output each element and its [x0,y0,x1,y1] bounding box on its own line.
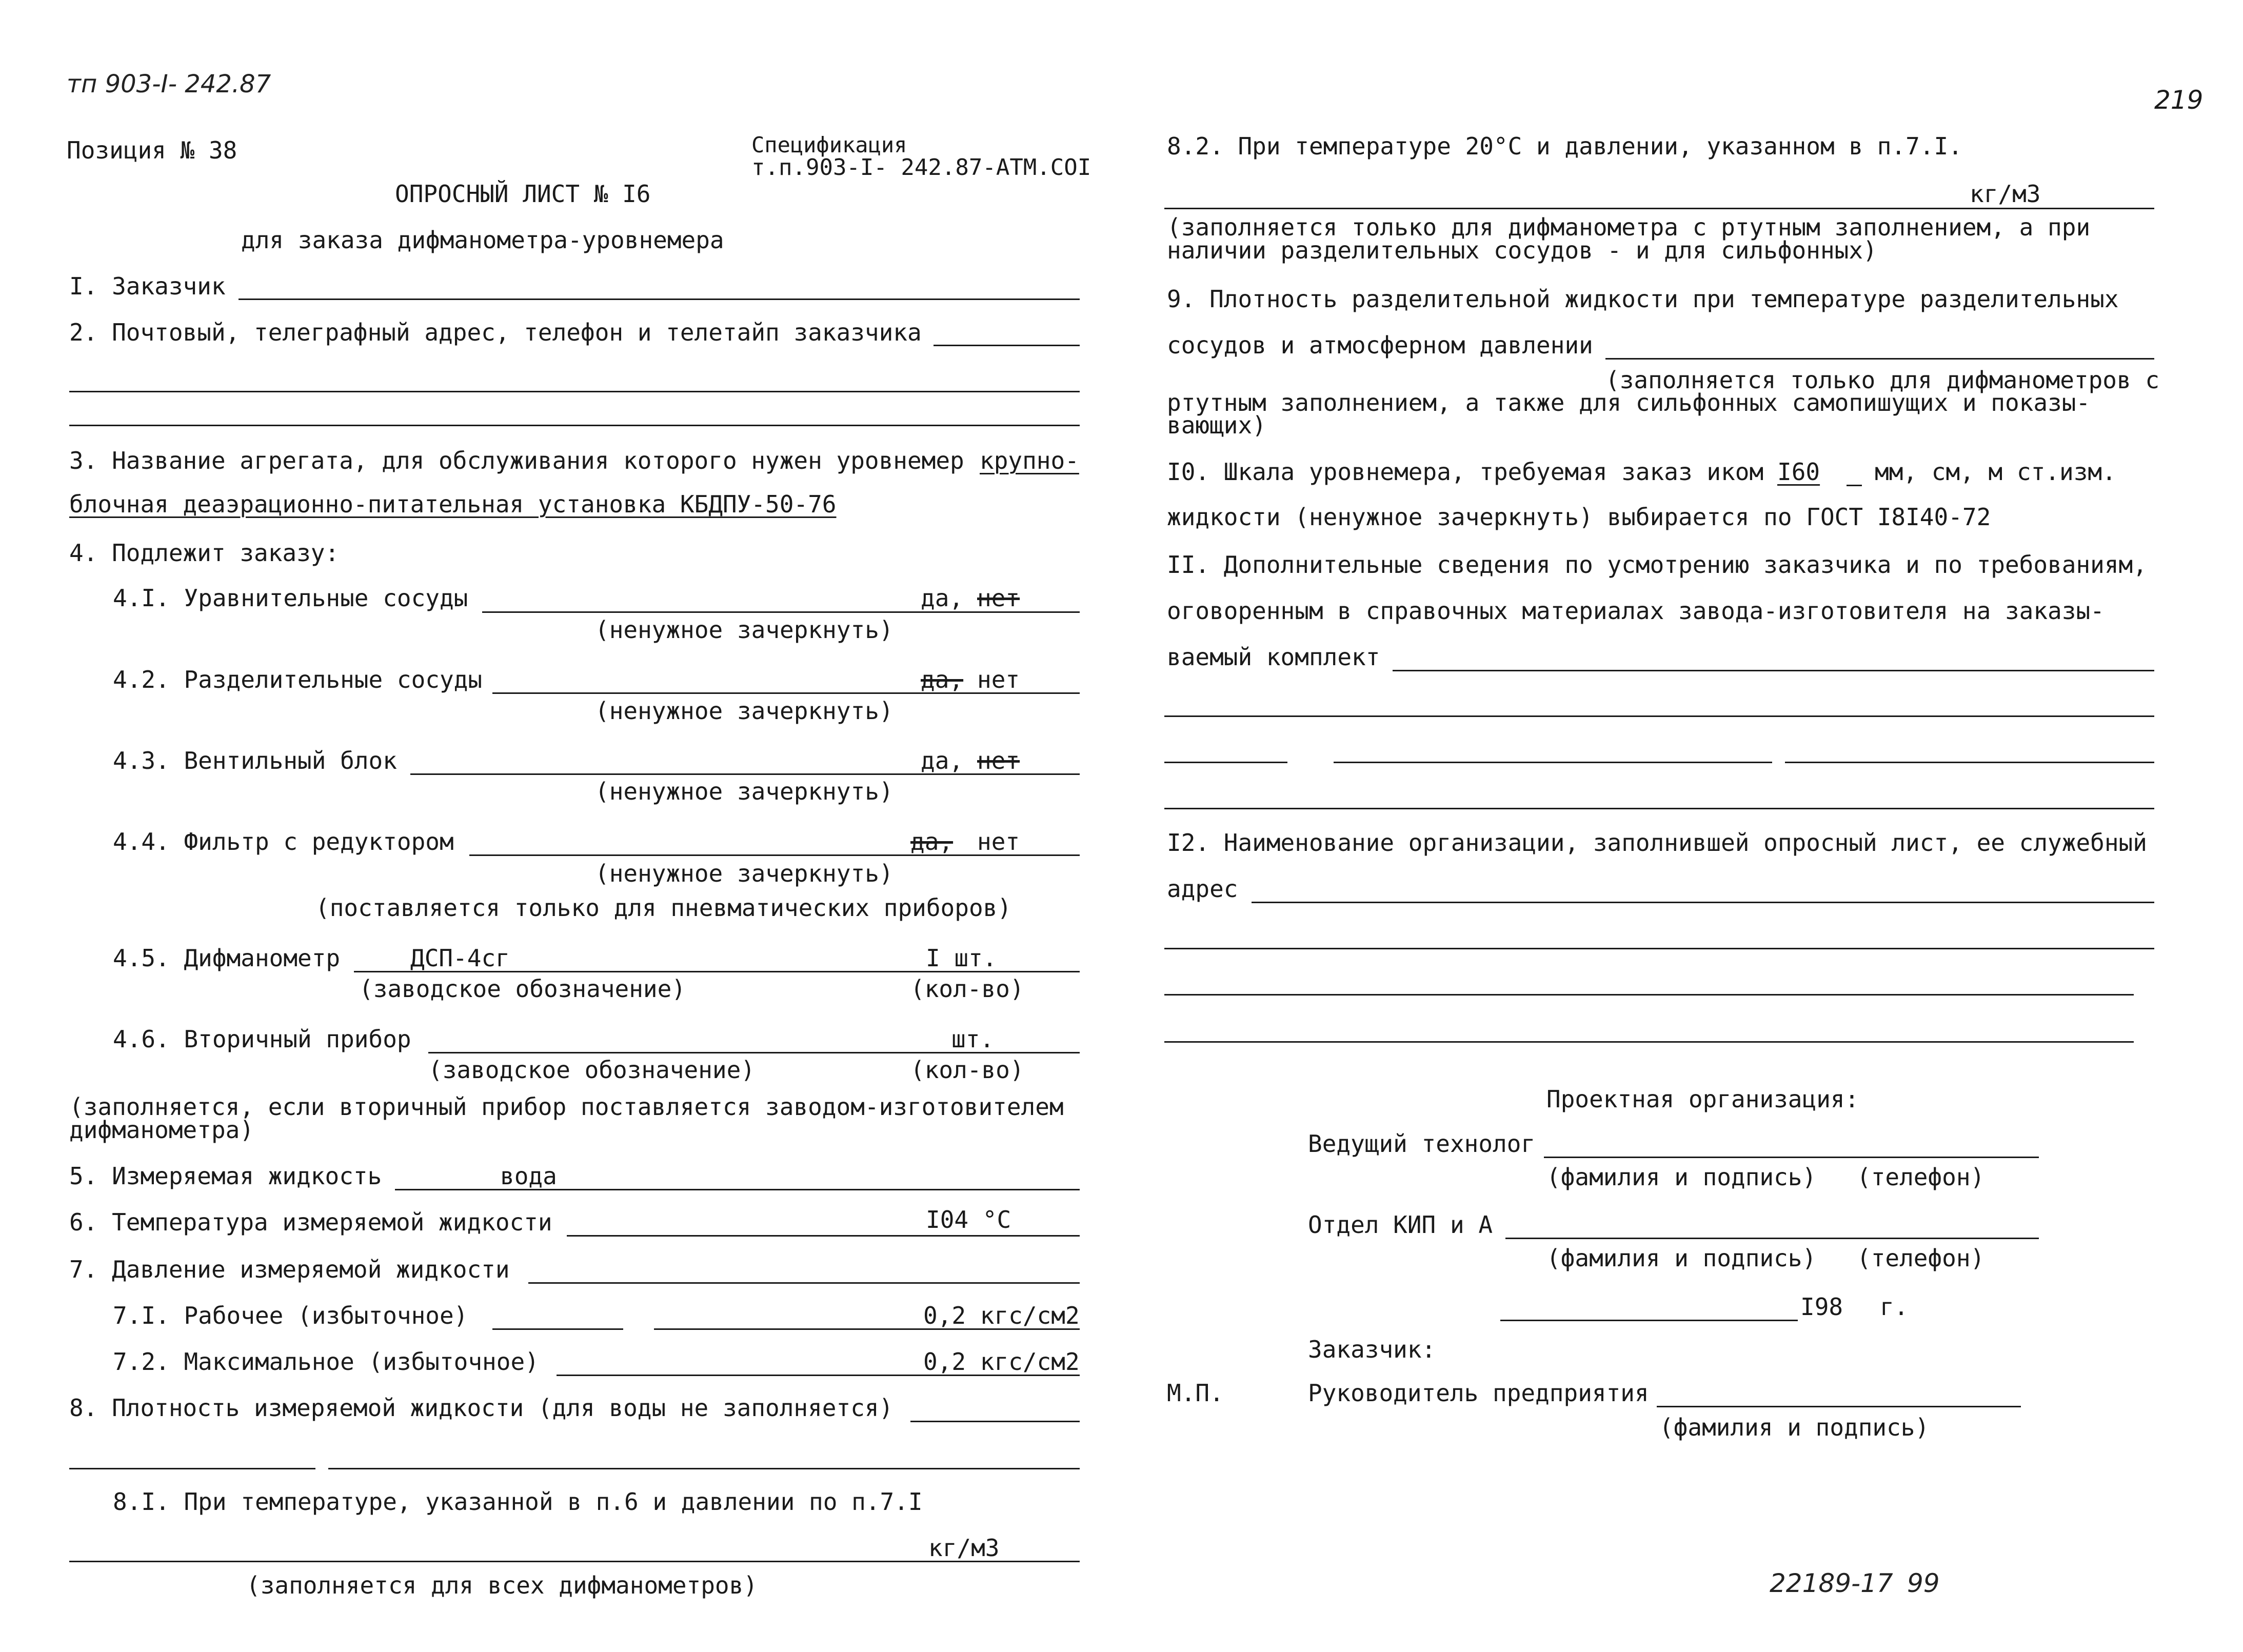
q44-yes-struck: да, [910,828,954,855]
pneumatic-note: (поставляется только для пневматических приборов) [315,894,1012,922]
q8-line-1[interactable] [910,1421,1080,1422]
q45-qty: I шт. [926,944,997,972]
q82-label: 8.2. При температуре 20°С и давлении, указанном в п.7.I. [1167,132,1962,160]
q1-customer-label: I. Заказчик [69,272,226,300]
q10-line-tail[interactable] [1847,485,1862,486]
spec-code: т.п.903-I- 242.87-АТМ.СОI [751,154,1091,181]
date-line[interactable] [1500,1320,1798,1321]
q43-note: (ненужное зачеркнуть) [595,778,894,805]
q71-value: 0,2 кгс/см2 [923,1302,1080,1329]
q12-line-1[interactable] [1252,902,2154,903]
q10-label-a: I0. Шкала уровнемера, требуемая заказ иком [1167,458,1764,486]
q11-line-3a[interactable] [1164,762,1287,763]
q11-line-2[interactable] [1164,715,2154,717]
q82-line[interactable] [1164,208,2154,209]
q82-note-1: (заполняется только для дифманометра с ртутным заполнением, а при [1167,213,2091,241]
q3-unit-label: 3. Название агрегата, для обслуживания которого нужен уровнемер [69,447,964,474]
q11-line-3c[interactable] [1785,762,2154,763]
q43-label: 4.3. Вентильный блок [113,747,397,774]
q11-label-2: оговоренным в справочных материалах завода-изготовителя на заказы- [1167,597,2105,625]
q5-label: 5. Измеряемая жидкость [69,1162,382,1190]
q45-factory-note: (заводское обозначение) [359,975,686,1003]
q81-label: 8.I. При температуре, указанной в п.6 и давлении по п.7.I [113,1488,923,1516]
bottom-code: 22189-17 [1770,1568,1893,1598]
q72-value: 0,2 кгс/см2 [923,1348,1080,1376]
q46-label: 4.6. Вторичный прибор [113,1025,411,1053]
q9-label-2: сосудов и атмосферном давлении [1167,331,1593,359]
document-code: тп 903-I- 242.87 [67,70,271,98]
q46-qty-note: (кол-во) [910,1056,1024,1084]
page-number: 219 [2154,85,2204,115]
stamp-label: М.П. [1167,1379,1224,1407]
q5-value: вода [500,1162,557,1190]
q4-label: 4. Подлежит заказу: [69,539,340,567]
q71-line-a[interactable] [492,1328,623,1330]
q44-label: 4.4. Фильтр с редуктором [113,828,454,855]
q46-qty: шт. [951,1025,995,1053]
q41-label: 4.I. Уравнительные сосуды [113,584,468,612]
q11-line-3b[interactable] [1334,762,1772,763]
q46-factory-note: (заводское обозначение) [428,1056,755,1084]
year-suffix: г. [1880,1293,1909,1321]
kip-dept-name-note: (фамилия и подпись) [1546,1244,1817,1272]
q42-note: (ненужное зачеркнуть) [595,697,894,725]
q6-label: 6. Температура измеряемой жидкости [69,1208,552,1236]
q6-line[interactable] [567,1235,1080,1237]
spec-label: Спецификация [751,132,907,157]
q3-unit-value-1: крупно- [980,447,1079,474]
q82-note-2: наличии разделительных сосудов - и для сильфонных) [1167,236,1877,264]
q11-label-3: ваемый комплект [1167,643,1380,671]
q41-no-struck: нет [977,584,1020,612]
kip-dept-phone-note: (телефон) [1857,1244,1985,1272]
q6-value: I04 °С [926,1206,1011,1233]
head-line[interactable] [1657,1406,2021,1407]
q9-note-3: вающих) [1167,411,1266,439]
q8-line-2b[interactable] [328,1468,1080,1469]
q43-yes: да, [921,747,964,774]
q44-no: нет [977,828,1020,855]
q12-line-4[interactable] [1164,1041,2134,1043]
q9-label-1: 9. Плотность разделительной жидкости при температуре разделительных [1167,285,2119,313]
q3-unit-value-2: блочная деаэрационно-питательная установка КБДПУ-50-76 [69,490,837,518]
q7-line[interactable] [528,1282,1080,1284]
q2-address-line-2[interactable] [69,391,1080,392]
q81-note: (заполняется для всех дифманометров) [246,1571,758,1599]
lead-tech-name-note: (фамилия и подпись) [1546,1163,1817,1191]
q9-note-2: ртутным заполнением, а также для сильфонных самопишущих и показы- [1167,389,2091,416]
lead-tech-phone-note: (телефон) [1857,1163,1985,1191]
customer-label: Заказчик: [1308,1336,1436,1363]
head-label: Руководитель предприятия [1308,1379,1649,1407]
q45-label: 4.5. Дифманометр [113,944,341,972]
q10-value: I60 [1777,458,1820,486]
q2-address-line-1[interactable] [934,345,1080,346]
secondary-note-2: дифманометра) [69,1116,254,1144]
secondary-note-1: (заполняется, если вторичный прибор поставляется заводом-изготовителем [69,1093,1064,1121]
q82-unit: кг/м3 [1970,180,2041,208]
q5-line[interactable] [395,1189,1080,1190]
q11-label-1: II. Дополнительные сведения по усмотрению заказчика и по требованиям, [1167,551,2147,579]
q10-label-b: мм, см, м ст.изм. [1875,458,2116,486]
q42-label: 4.2. Разделительные сосуды [113,666,483,693]
lead-tech-label: Ведущий технолог [1308,1130,1536,1158]
q9-line[interactable] [1605,358,2154,360]
design-org-label: Проектная организация: [1546,1085,1859,1113]
q81-unit: кг/м3 [928,1534,1000,1562]
q44-note: (ненужное зачеркнуть) [595,860,894,887]
q41-yes: да, [921,584,964,612]
form-title: ОПРОСНЫЙ ЛИСТ № I6 [395,180,651,208]
q42-yes-struck: да, [921,666,964,693]
q12-label-1: I2. Наименование организации, заполнившей опросный лист, ее служебный [1167,829,2147,857]
q42-no: нет [977,666,1020,693]
q2-address-line-3[interactable] [69,425,1080,426]
q41-note: (ненужное зачеркнуть) [595,616,894,644]
kip-dept-line[interactable] [1505,1238,2039,1239]
q1-customer-line[interactable] [239,298,1080,300]
lead-tech-line[interactable] [1544,1157,2039,1158]
bottom-page: 99 [1907,1568,1940,1598]
q11-line-1[interactable] [1393,670,2154,671]
year-label: I98 [1800,1293,1843,1321]
q9-note-1: (заполняется только для дифманометров с [1605,366,2160,394]
q12-line-3[interactable] [1164,994,2134,996]
form-subtitle: для заказа дифманометра-уровнемера [241,226,724,254]
q71-label: 7.I. Рабочее (избыточное) [113,1302,468,1329]
q8-label: 8. Плотность измеряемой жидкости (для воды не заполняется) [69,1394,894,1422]
q43-no-struck: нет [977,747,1020,774]
q2-address-label: 2. Почтовый, телеграфный адрес, телефон и телетайп заказчика [69,319,922,346]
position-label: Позиция № 38 [67,136,237,164]
q11-line-4[interactable] [1164,808,2154,809]
kip-dept-label: Отдел КИП и А [1308,1211,1493,1239]
q12-line-2[interactable] [1164,948,2154,949]
q45-qty-note: (кол-во) [910,975,1024,1003]
head-name-note: (фамилия и подпись) [1659,1414,1930,1441]
q7-label: 7. Давление измеряемой жидкости [69,1256,510,1283]
q72-label: 7.2. Максимальное (избыточное) [113,1348,539,1376]
q10-label-c: жидкости (ненужное зачеркнуть) выбирается по ГОСТ I8I40-72 [1167,503,1991,531]
q45-value: ДСП-4сг [410,944,510,972]
q12-label-2: адрес [1167,875,1238,903]
q8-line-2a[interactable] [69,1468,315,1469]
